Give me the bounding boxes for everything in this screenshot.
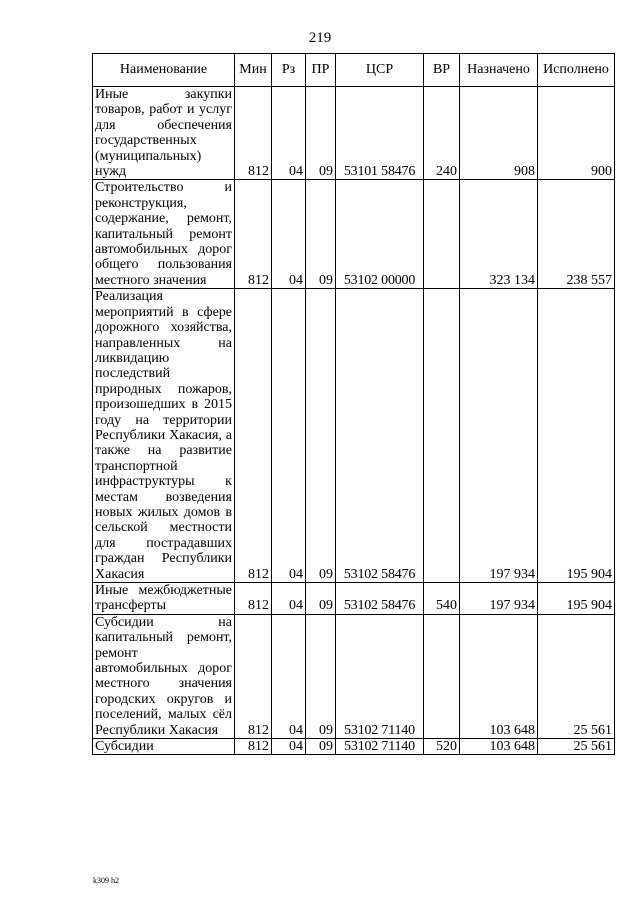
row-csr: 53102 71140 <box>336 614 424 738</box>
row-executed: 195 904 <box>538 583 615 615</box>
row-rz: 04 <box>272 289 306 583</box>
budget-table <box>92 53 615 755</box>
row-assigned: 197 934 <box>460 583 538 615</box>
row-name: Иные закупки товаров, работ и услуг для обеспечения государственных (муниципальных) нужд <box>93 87 235 180</box>
table-row <box>93 180 615 289</box>
row-pr: 09 <box>306 614 336 738</box>
row-executed: 195 904 <box>538 289 615 583</box>
row-executed: 900 <box>538 87 615 180</box>
header-name: Наименование <box>93 54 235 87</box>
row-min: 812 <box>235 583 272 615</box>
row-csr: 53101 58476 <box>336 87 424 180</box>
row-csr: 53102 58476 <box>336 289 424 583</box>
row-assigned: 323 134 <box>460 180 538 289</box>
row-assigned: 103 648 <box>460 739 538 755</box>
row-pr: 09 <box>306 583 336 615</box>
row-csr: 53102 58476 <box>336 583 424 615</box>
row-vr: 520 <box>424 739 460 755</box>
table-row <box>93 289 615 583</box>
row-executed: 25 561 <box>538 739 615 755</box>
row-vr: 240 <box>424 87 460 180</box>
row-rz: 04 <box>272 739 306 755</box>
row-executed: 25 561 <box>538 614 615 738</box>
table-header-row <box>93 54 615 87</box>
header-rz: Рз <box>272 54 306 87</box>
header-csr: ЦСР <box>336 54 424 87</box>
row-min: 812 <box>235 739 272 755</box>
row-name: Субсидии на капитальный ремонт, ремонт автомобильных дорог местного значения городских округов и поселений, малых сёл Республики Хакасия <box>93 614 235 738</box>
header-assigned: Назначено <box>460 54 538 87</box>
row-csr: 53102 71140 <box>336 739 424 755</box>
header-vr: ВР <box>424 54 460 87</box>
row-vr <box>424 180 460 289</box>
row-pr: 09 <box>306 289 336 583</box>
row-min: 812 <box>235 614 272 738</box>
row-vr: 540 <box>424 583 460 615</box>
row-rz: 04 <box>272 87 306 180</box>
row-name: Субсидии <box>93 739 235 755</box>
row-assigned: 197 934 <box>460 289 538 583</box>
row-min: 812 <box>235 180 272 289</box>
row-rz: 04 <box>272 614 306 738</box>
page-number: 219 <box>308 30 332 46</box>
row-rz: 04 <box>272 583 306 615</box>
table-row <box>93 614 615 738</box>
footer-code: k309 h2 <box>93 876 119 885</box>
row-vr <box>424 289 460 583</box>
row-assigned: 908 <box>460 87 538 180</box>
row-csr: 53102 00000 <box>336 180 424 289</box>
table-row <box>93 583 615 615</box>
row-name: Иные межбюджетные трансферты <box>93 583 235 615</box>
header-executed: Исполнено <box>538 54 615 87</box>
row-pr: 09 <box>306 180 336 289</box>
row-name: Реализация мероприятий в сфере дорожного хозяйства, направленных на ликвидацию последствий природных пожаров, произошедших в 2015 году на территории Республики Хакасия, а также на развитие транспортной инфраструктуры к местам возведения новых жилых домов в сельской местности для пострадавших граждан Республики Хакасия <box>93 289 235 583</box>
row-assigned: 103 648 <box>460 614 538 738</box>
row-executed: 238 557 <box>538 180 615 289</box>
row-min: 812 <box>235 87 272 180</box>
header-min: Мин <box>235 54 272 87</box>
row-name: Строительство и реконструкция, содержание, ремонт, капитальный ремонт автомобильных дорог общего пользования местного значения <box>93 180 235 289</box>
row-pr: 09 <box>306 87 336 180</box>
row-min: 812 <box>235 289 272 583</box>
table-row <box>93 739 615 755</box>
row-rz: 04 <box>272 180 306 289</box>
header-pr: ПР <box>306 54 336 87</box>
row-vr <box>424 614 460 738</box>
table-row <box>93 87 615 180</box>
row-pr: 09 <box>306 739 336 755</box>
